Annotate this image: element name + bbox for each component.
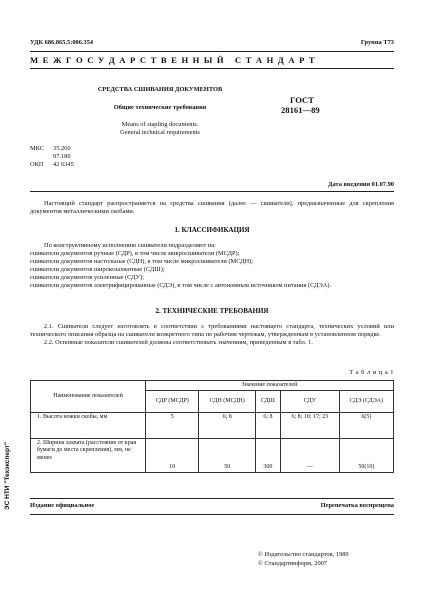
section1-body xyxy=(30,242,394,290)
udk-code: УДК 686.865.5:006.354 xyxy=(30,39,94,46)
header-divider-bottom xyxy=(30,68,394,69)
document-title: СРЕДСТВА СШИВАНИЯ ДОКУМЕНТОВ xyxy=(97,86,223,93)
classification-line: сшиватели документов широкозахватные (СДШ); xyxy=(30,266,165,273)
date-intro: Дата введения 01.07.90 xyxy=(328,181,394,188)
gost-number: 28161—89 xyxy=(281,105,320,115)
mks-code-1: 35.260 xyxy=(53,145,71,152)
copyright-1: © Издательство стандартов, 1989 xyxy=(258,551,349,558)
footer-divider-bottom xyxy=(30,514,394,515)
mks-code-2: 97.180 xyxy=(53,153,71,160)
classification-line: сшиватели документов настольные (СДН), в том числе микросшиватели (МСДН); xyxy=(30,258,254,265)
section2-heading: 2. ТЕХНИЧЕСКИЕ ТРЕБОВАНИЯ xyxy=(155,307,269,315)
table-cell: 300 xyxy=(255,439,280,473)
table-header-row xyxy=(31,381,394,391)
english-title-2: General technical requirements xyxy=(120,129,200,136)
divider-date xyxy=(30,191,394,192)
table-row xyxy=(31,439,394,473)
english-title-1: Means of stapling documents. xyxy=(121,121,199,128)
table-cell: 10 xyxy=(146,439,199,473)
table-cell: 50 xyxy=(199,439,255,473)
table-cell: 5 xyxy=(146,413,199,439)
group-code: Группа Т73 xyxy=(360,39,394,46)
side-stamp: ЭС НТИ "Техэксперт" xyxy=(4,441,11,510)
classification-line: сшиватели документов ручные (СДР), в том числе микросшиватели (МСДР); xyxy=(30,250,240,257)
footer-divider xyxy=(30,498,394,499)
column-header-sdsh: СДШ xyxy=(255,391,280,413)
table-cell: — xyxy=(280,439,339,473)
table-cell: 6; 8; 10; 17; 23 xyxy=(280,413,339,439)
gost-label: ГОСТ xyxy=(290,95,314,105)
copyright-2: © Стандартинформ, 2007 xyxy=(258,560,328,567)
reprint-prohibited: Перепечатка воспрещена xyxy=(320,502,394,509)
row-name: 2. Ширина захвата (расстояние от края бумаги до места скрепления), мм, не менее xyxy=(31,439,146,473)
header-divider-top xyxy=(30,51,394,52)
section2-body xyxy=(30,323,394,347)
paragraph-2-2: 2.2. Основные показатели сшивателей должны соответствовать значениям, приведенным в табл. 1. xyxy=(44,339,313,346)
document-subtitle: Общие технические требования xyxy=(113,104,207,111)
table-cell: 6; 8 xyxy=(199,413,255,439)
intro-text: Настоящий стандарт распространяется на средства сшивания (далее — сшиватели), предназначенные для скрепления документов металлическими скобами. xyxy=(30,200,394,215)
table-cell: 6(5) xyxy=(339,413,393,439)
paragraph-2-1: 2.1. Сшиватели следует изготовлять в соответствии с требованиями настоящего стандарта, технических условий или технического описания образца на сшиватели конкретного типа по рабочим чертежам, утвержденным в установленном порядке. xyxy=(30,323,394,338)
okp-label: ОКП xyxy=(30,161,44,168)
mks-label: МКС xyxy=(30,145,45,152)
official-edition: Издание официальное xyxy=(30,502,95,509)
column-header-sdr: СДР (МСДР) xyxy=(146,391,199,413)
standard-type: М Е Ж Г О С У Д А Р С Т В Е Н Н Ы Й С Т А Н Д А Р Т xyxy=(30,55,316,65)
intro-paragraph xyxy=(30,200,394,216)
table-cell: 6; 8 xyxy=(255,413,280,439)
classification-line: сшиватели документов электрифицированные (СДЭ), в том числе с автономным источником питания (СДЭА). xyxy=(30,282,332,289)
table-caption: Т а б л и ц а 1 xyxy=(349,369,394,376)
table-cell: 50(10) xyxy=(339,439,393,473)
column-header-values: Значение показателей xyxy=(146,381,394,391)
classification-line: сшиватели документов усиленные (СДУ); xyxy=(30,274,144,281)
classification-line: По конструктивному исполнению сшиватели подразделяют на: xyxy=(44,242,216,249)
column-header-sdu: СДУ xyxy=(280,391,339,413)
row-name: 1. Высота ножки скобы, мм xyxy=(31,413,146,439)
table-row xyxy=(31,413,394,439)
section1-heading: 1. КЛАССИФИКАЦИЯ xyxy=(174,226,250,234)
column-header-sde: СДЭ (СДЭА) xyxy=(339,391,393,413)
okp-code: 42 6345 xyxy=(53,161,74,168)
table-1 xyxy=(30,380,394,473)
column-header-parameter: Наименование показателей xyxy=(31,381,146,413)
column-header-sdn: СДН (МСДН) xyxy=(199,391,255,413)
